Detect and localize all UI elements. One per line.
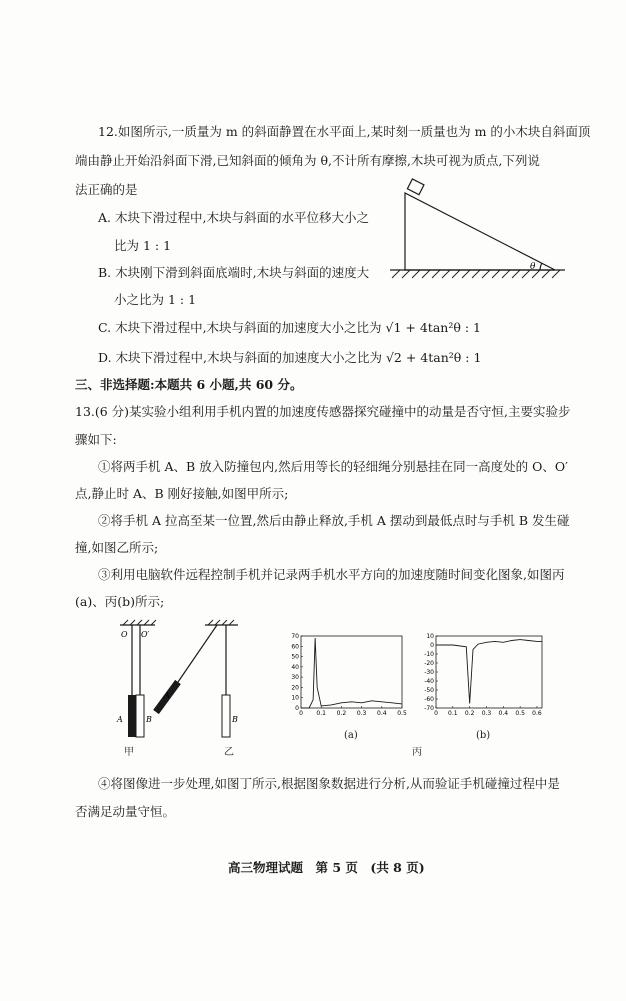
q13-step-4-line-1: ④将图像进一步处理,如图丁所示,根据图象数据进行分析,从而验证手机碰撞过程中是 bbox=[98, 776, 560, 791]
x-tick-label: 0 bbox=[434, 710, 438, 717]
q13-step-3-line-1: ③利用电脑软件远程控制手机并记录两手机水平方向的加速度随时间变化图象,如图丙 bbox=[98, 567, 565, 582]
caption-a: (a) bbox=[344, 730, 358, 741]
q12-option-d: D. 木块下滑过程中,木块与斜面的加速度大小之比为 √2 + 4tan²θ : 1 bbox=[98, 350, 482, 365]
x-tick-label: 0.4 bbox=[498, 710, 509, 717]
y-tick-label: 50 bbox=[291, 653, 299, 661]
chart-b bbox=[420, 630, 545, 720]
q13-step-3-line-2: (a)、丙(b)所示; bbox=[75, 594, 165, 609]
section-three-heading: 三、非选择题:本题共 6 小题,共 60 分。 bbox=[75, 377, 303, 392]
caption-jia: 甲 bbox=[124, 747, 134, 758]
chart-frame bbox=[436, 636, 542, 708]
y-tick-label: 40 bbox=[291, 663, 299, 671]
y-tick-label: -40 bbox=[424, 678, 434, 685]
incline-wedge bbox=[405, 193, 555, 270]
caption-bing: 丙 bbox=[412, 747, 422, 758]
label-o: O bbox=[121, 630, 128, 639]
q12-option-a-2: 比为 1 : 1 bbox=[114, 238, 172, 253]
y-tick-label: 70 bbox=[291, 633, 299, 640]
q13-step-1-line-1: ①将两手机 A、B 放入防撞包内,然后用等长的轻细绳分别悬挂在同一高度处的 O、O′ bbox=[98, 459, 568, 474]
q12-option-b-2: 小之比为 1 : 1 bbox=[114, 292, 197, 307]
figure-jia bbox=[115, 620, 165, 740]
y-tick-label: 10 bbox=[291, 694, 299, 702]
q13-line-2: 骤如下: bbox=[75, 432, 117, 447]
caption-b: (b) bbox=[476, 730, 491, 741]
y-tick-label: 20 bbox=[291, 684, 299, 692]
q13-step-2-line-2: 撞,如图乙所示; bbox=[75, 540, 159, 555]
phone-a bbox=[128, 695, 136, 737]
x-tick-label: 0 bbox=[299, 710, 303, 717]
q13-step-4-line-2: 否满足动量守恒。 bbox=[75, 804, 176, 819]
q13-step-2-line-1: ②将手机 A 拉高至某一位置,然后由静止释放,手机 A 摆动到最低点时与手机 B 发生碰 bbox=[98, 513, 570, 528]
y-tick-label: -50 bbox=[424, 687, 434, 694]
label-a-yi: A bbox=[164, 691, 170, 700]
y-tick-label: 10 bbox=[426, 633, 434, 640]
q12-option-c: C. 木块下滑过程中,木块与斜面的加速度大小之比为 √1 + 4tan²θ : 1 bbox=[98, 320, 481, 335]
series-line bbox=[301, 638, 402, 708]
y-tick-label: -70 bbox=[424, 705, 434, 712]
x-tick-label: 0.2 bbox=[464, 710, 475, 717]
y-tick-label: -60 bbox=[424, 696, 434, 703]
q12-line-3: 法正确的是 bbox=[75, 182, 138, 197]
y-tick-label: 30 bbox=[291, 674, 299, 682]
q12-line-1: 12.如图所示,一质量为 m 的斜面静置在水平面上,某时刻一质量也为 m 的小木块自斜面顶 bbox=[98, 124, 591, 139]
y-tick-label: -30 bbox=[424, 669, 434, 676]
incline-figure bbox=[380, 175, 570, 285]
y-tick-label: 60 bbox=[291, 643, 299, 651]
x-tick-label: 0.6 bbox=[532, 710, 542, 717]
y-tick-label: 0 bbox=[295, 705, 299, 712]
theta-label: θ bbox=[530, 262, 536, 272]
x-tick-label: 0.3 bbox=[356, 710, 367, 717]
label-o-prime: O′ bbox=[141, 630, 150, 639]
q12-option-a-1: A. 木块下滑过程中,木块与斜面的水平位移大小之 bbox=[98, 210, 369, 225]
q12-line-2: 端由静止开始沿斜面下滑,已知斜面的倾角为 θ,不计所有摩擦,木块可视为质点,下列说 bbox=[75, 153, 540, 168]
x-tick-label: 0.1 bbox=[448, 710, 458, 717]
x-tick-label: 0.5 bbox=[397, 710, 407, 717]
x-tick-label: 0.2 bbox=[336, 710, 347, 717]
page-footer: 高三物理试题 第 5 页 (共 8 页) bbox=[228, 860, 425, 875]
label-a: A bbox=[117, 715, 123, 724]
wooden-block bbox=[407, 179, 424, 195]
label-b-yi: B bbox=[232, 715, 238, 724]
x-tick-label: 0.5 bbox=[515, 710, 525, 717]
label-b: B bbox=[146, 715, 152, 724]
series-line bbox=[436, 640, 542, 704]
chart-a bbox=[285, 630, 405, 720]
q13-line-1: 13.(6 分)某实验小组利用手机内置的加速度传感器探究碰撞中的动量是否守恒,主要实验步 bbox=[75, 404, 571, 419]
figure-yi bbox=[160, 620, 240, 740]
y-tick-label: -10 bbox=[424, 651, 434, 658]
phone-b-hanging bbox=[222, 695, 230, 737]
theta-arc bbox=[540, 263, 542, 270]
x-tick-label: 0.1 bbox=[316, 710, 326, 717]
q13-step-1-line-2: 点,静止时 A、B 刚好接触,如图甲所示; bbox=[75, 486, 289, 501]
x-tick-label: 0.3 bbox=[481, 710, 492, 717]
x-tick-label: 0.4 bbox=[377, 710, 387, 717]
q12-option-b-1: B. 木块刚下滑到斜面底端时,木块与斜面的速度大 bbox=[98, 265, 370, 280]
y-tick-label: -20 bbox=[424, 660, 434, 667]
phone-b bbox=[136, 695, 144, 737]
caption-yi: 乙 bbox=[224, 747, 234, 758]
y-tick-label: 0 bbox=[430, 642, 434, 649]
